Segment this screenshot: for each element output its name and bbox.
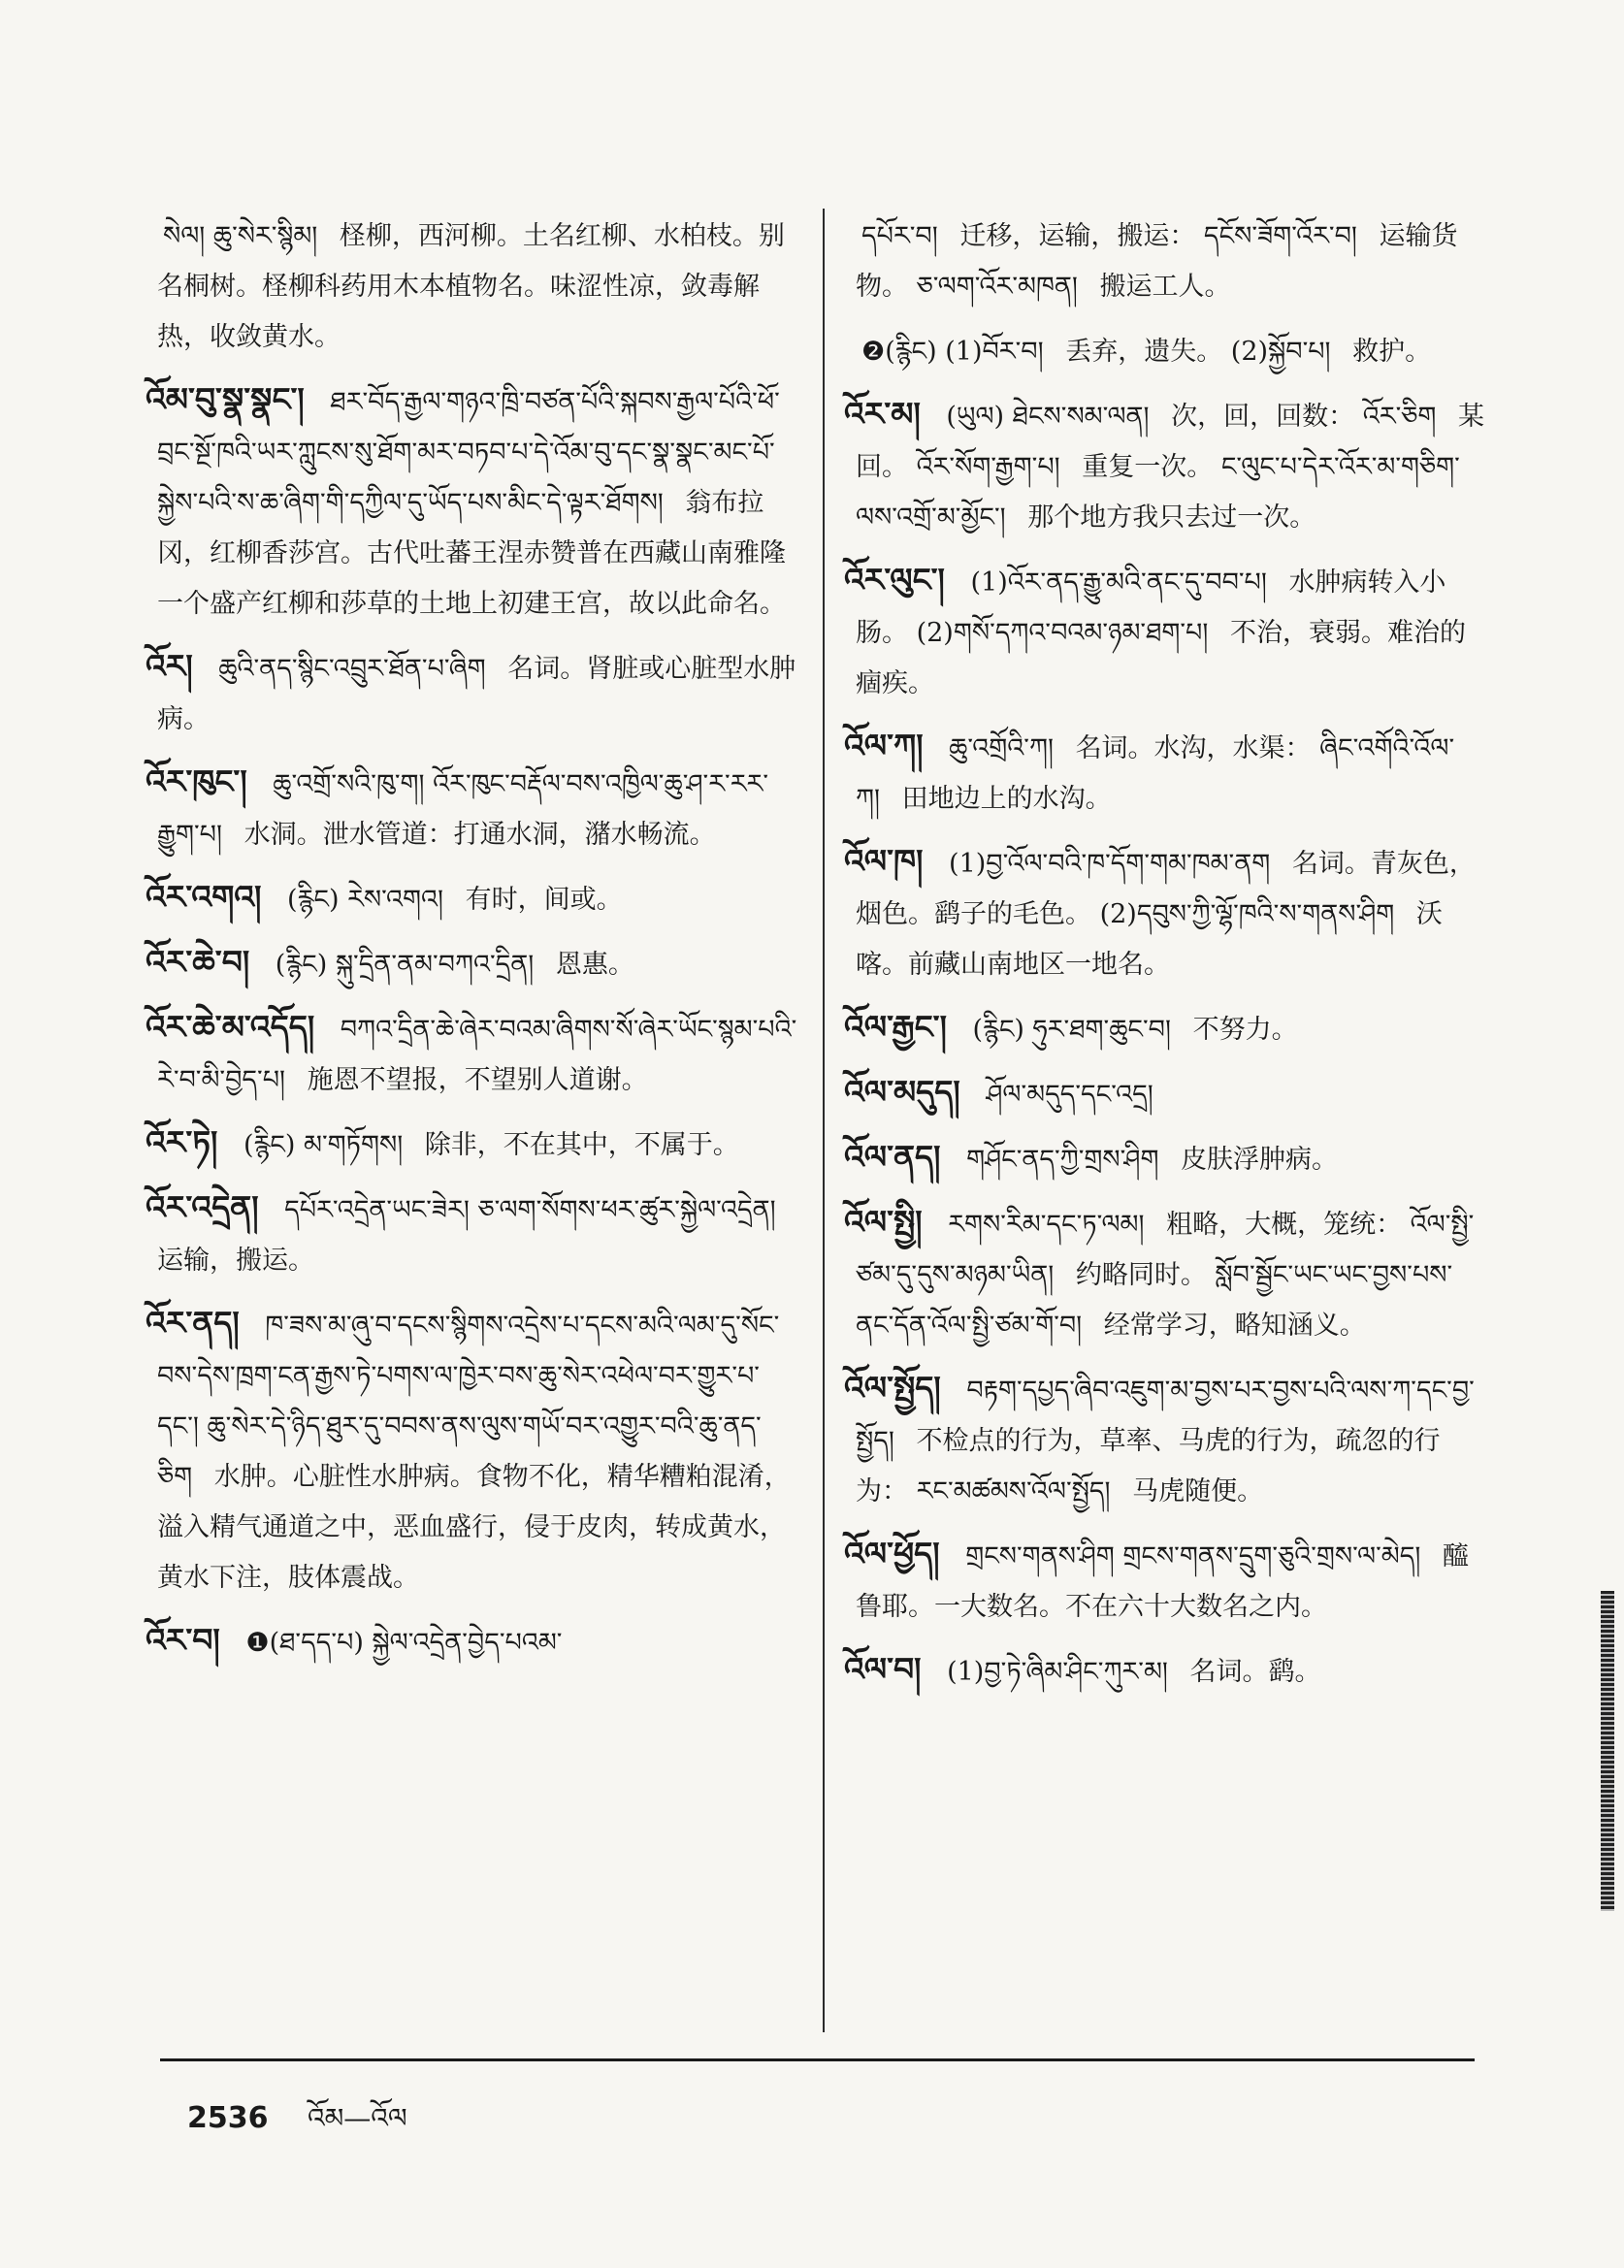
dictionary-entry [844, 1002, 1486, 1055]
entry-tibetan: ཞིང་འགོའི་འོལ་ཀ། [856, 733, 1455, 814]
entry-headword: འོར་འགའ། [146, 878, 262, 916]
entry-chinese: 搬运工人。 [1099, 272, 1231, 302]
entry-chinese: 马虎随便。 [1132, 1476, 1264, 1507]
entry-chinese: 某回。 [856, 402, 1485, 482]
entry-headword: འོལ་སྤྱི། [844, 1203, 923, 1241]
entry-tibetan: ཆུ་འགྲོའི་ཀ། [949, 733, 1054, 763]
dictionary-entry [844, 389, 1486, 543]
dictionary-entry [146, 641, 797, 745]
page-range: འོམ—འོལ [307, 2102, 407, 2134]
entry-chinese: 那个地方我只去过一次。 [1027, 502, 1316, 533]
right-column [844, 209, 1486, 1698]
entry-chinese: 运输，搬运。 [157, 1246, 314, 1276]
dictionary-entry [146, 757, 797, 860]
entry-headword: འོར་འདྲེན། [146, 1188, 259, 1226]
entry-chinese: 迁移，运输，搬运： [959, 221, 1196, 251]
entry-tibetan: བརྟག་དཔྱད་ཞིབ་འཇུག་མ་བྱས་པར་བྱས་པའི་ལས་ཀ་དང་བྱ་སྤྱོད། [856, 1376, 1475, 1456]
entry-headword: འོར་མ། [844, 395, 921, 433]
entry-tibetan: ❶(ཐ་དད་པ) སྐྱེལ་འདྲེན་བྱེད་པའམ་ [245, 1628, 563, 1658]
dictionary-entry [844, 1197, 1486, 1351]
entry-tibetan: ང་ལུང་པ་དེར་འོར་མ་གཅིག་ལས་འགྲོ་མ་མྱོང་། [856, 452, 1460, 533]
entry-chinese: 重复一次。 [1082, 452, 1214, 482]
entry-headword: འོལ་མདུད། [844, 1073, 960, 1111]
entry-headword: འོར་ཆེ་མ་འདོད། [146, 1008, 315, 1046]
entry-chinese: 名词。肾脏或心脏型水肿病。 [157, 654, 796, 734]
entry-tibetan: འོར་སོག་རྒྱག་པ། [916, 452, 1060, 482]
entry-headword: འོལ་ཁ། [844, 842, 924, 880]
dictionary-entry [844, 1363, 1486, 1517]
entry-headword: འོར་ལུང་། [844, 561, 945, 599]
entry-tibetan: ཐར་བོད་རྒྱལ་གཉའ་ཁྲི་བཙན་པོའི་སྐབས་རྒྱལ་པོའི་ཕོ་བྲང་སྔོ་ཁའི་ཡར་ཀླུངས་སུ་ཐོག་མར་བཏབ་པ་དེ་འོམ་བུ་དང་སྣ་སྣང་མང་པོ་སྐྱེས་པའི་ས་ཆ་ཞིག་གི་དཀྱིལ་དུ་ཡོད་པས་མིང་དེ་ལྟར་ཐོགས། [157, 387, 780, 518]
entry-headword: འོར། [146, 647, 193, 685]
entry-tibetan: རང་མཚམས་འོལ་སྤྱོད། [916, 1476, 1111, 1507]
dictionary-entry [844, 1067, 1486, 1120]
entry-tibetan: ཤོལ་མདུད་དང་འདྲ། [986, 1080, 1153, 1110]
entry-chinese: 不努力。 [1192, 1015, 1298, 1045]
entry-tibetan: (2)སྐྱོབ་པ། [1230, 337, 1331, 367]
entry-tibetan: རགས་རིམ་དང་ཏ་ལམ། [948, 1210, 1145, 1240]
entry-chinese: 翁布拉冈，红柳香莎宫。古代吐蕃王涅赤赞普在西藏山南雅隆一个盛产红柳和莎草的土地上初建王宫，故以此命名。 [157, 488, 786, 619]
entry-chinese: 施恩不望报，不望别人道谢。 [307, 1065, 648, 1095]
entry-tibetan: (1)བྱ་ཏེ་ཞིམ་ཤིང་ཀུར་མ། [947, 1657, 1168, 1687]
entry-chinese: 恩惠。 [555, 950, 634, 980]
dictionary-entry [856, 209, 1486, 312]
dictionary-entry [844, 1644, 1486, 1698]
dictionary-entry [844, 1529, 1486, 1633]
entry-headword: འོར་ཏེ། [146, 1123, 218, 1161]
entry-headword: འོལ་ནད། [844, 1138, 941, 1176]
dictionary-entry [146, 1118, 797, 1171]
entry-chinese: 丢弃，遗失。 [1065, 337, 1223, 367]
entry-headword: འོལ་ཕྱོད། [844, 1535, 940, 1572]
entry-tibetan: བཀའ་དྲིན་ཆེ་ཞེར་བའམ་ཞིགས་སོ་ཞེར་ཡོང་སྙམ་པའི་རེ་བ་མི་བྱེད་པ། [157, 1015, 797, 1095]
entry-headword: འོམ་བུ་སྣ་སྣང་། [146, 380, 305, 418]
entry-tibetan: (2)གསོ་དཀའ་བའམ་ཉམ་ཐག་པ། [916, 618, 1209, 648]
entry-tibetan: དཔོར་འདྲེན་ཡང་ཟེར། ཅ་ལག་སོགས་ཕར་ཚུར་སྐྱེལ་འདྲེན། [284, 1195, 776, 1225]
entry-chinese: 不检点的行为，草率、马虎的行为，疏忽的行为： [856, 1426, 1441, 1507]
entry-chinese: 皮肤浮肿病。 [1181, 1145, 1339, 1175]
entry-tibetan: (1)འོར་ནད་རྒྱུ་མའི་ནང་དུ་བབ་པ། [970, 567, 1267, 598]
entry-tibetan: ཆུ་འགྲོ་སའི་ཁུ་ག། འོར་ཁུང་བརྡོལ་བས་འཁྱིལ་ཆུ་ཤ་ར་རར་རྒྱུག་པ། [157, 769, 769, 850]
dictionary-entry [157, 209, 797, 363]
entry-tibetan: (རྙིང) ཧུར་ཐག་ཆུང་བ། [972, 1015, 1171, 1045]
entry-chinese: 柽柳，西河柳。土名红柳、水柏枝。别名桐树。柽柳科药用木本植物名。味涩性凉，敛毒解热，收敛黄水。 [157, 221, 785, 352]
dictionary-entry [146, 1183, 797, 1286]
entry-tibetan: ཆུའི་ནད་སྙིང་འབྲུར་ཐོན་པ་ཞིག [218, 654, 486, 684]
entry-chinese: 约略同时。 [1075, 1260, 1207, 1290]
page-footer [187, 2088, 407, 2164]
entry-tibetan: ❷(རྙིང) (1)བོར་བ། [861, 337, 1044, 367]
column-divider [823, 209, 825, 2032]
entry-headword: འོར་ནད། [146, 1304, 240, 1342]
footer-rule [160, 2058, 1475, 2061]
entry-chinese: 水肿病转入小肠。 [856, 567, 1446, 648]
entry-headword: འོར་ཆེ་བ། [146, 943, 250, 981]
entry-tibetan: དཔོར་བ། [861, 221, 938, 251]
entry-chinese: 救护。 [1352, 337, 1432, 367]
entry-chinese: 不治，衰弱。难治的痼疾。 [856, 618, 1466, 698]
entry-tibetan: ཅ་ལག་འོར་མཁན། [916, 272, 1078, 302]
entry-chinese: 粗略，大概，笼统： [1166, 1210, 1403, 1240]
entry-tibetan: (རྙིང) རེས་འགའ། [287, 885, 444, 915]
entry-headword: འོལ་བ། [844, 1650, 922, 1688]
left-column [146, 209, 797, 1669]
entry-tibetan: འོལ་སྤྱི་ཙམ་དུ་དུས་མཉམ་ཡིན། [856, 1210, 1475, 1290]
entry-tibetan: (ཡུལ) ཐེངས་སམ་ལན། [946, 402, 1150, 432]
dictionary-entry [146, 1298, 797, 1604]
entry-headword: འོལ་ཀ། [844, 727, 924, 764]
scan-edge-marks [1601, 1591, 1614, 1911]
entry-tibetan: (1)བྱ་འོལ་བའི་ཁ་དོག་གམ་ཁམ་ནག [949, 849, 1271, 879]
entry-tibetan: (རྙིང) མ་གཏོགས། [243, 1130, 404, 1160]
entry-tibetan: སེལ། ཆུ་སེར་སྙིམ། [163, 221, 318, 251]
entry-chinese: 名词。水沟，水渠： [1075, 733, 1312, 763]
entry-chinese: 醯鲁耶。一大数名。不在六十大数名之内。 [856, 1541, 1469, 1622]
entry-chinese: 除非，不在其中，不属于。 [424, 1130, 739, 1160]
entry-headword: འོར་བ། [146, 1621, 220, 1659]
entry-headword: འོལ་རྒྱང་། [844, 1008, 947, 1046]
entry-chinese: 水肿。心脏性水肿病。食物不化，精华糟粕混淆，溢入精气通道之中，恶血盛行，侵于皮肉，转成黄水，黄水下注，肢体震战。 [157, 1462, 791, 1593]
entry-headword: འོར་ཁུང་། [146, 762, 247, 800]
dictionary-entry [146, 374, 797, 630]
dictionary-entry [844, 1132, 1486, 1185]
dictionary-entry [146, 1002, 797, 1106]
entry-tibetan: དངོས་ཟོག་འོར་བ། [1203, 221, 1357, 251]
dictionary-entry [844, 721, 1486, 825]
dictionary-entry [146, 872, 797, 925]
dictionary-entry [856, 324, 1486, 377]
entry-chinese: 田地边上的水沟。 [901, 784, 1112, 814]
page-number: 2536 [187, 2101, 269, 2135]
entry-chinese: 沃喀。前藏山南地区一地名。 [856, 899, 1443, 980]
entry-chinese: 次，回，回数： [1171, 402, 1355, 432]
entry-tibetan: གཤོང་ནད་ཀྱི་གྲས་ཤིག [966, 1145, 1159, 1175]
entry-headword: འོལ་སྤྱོད། [844, 1369, 941, 1407]
entry-chinese: 名词。青灰色，烟色。鹞子的毛色。 [856, 849, 1476, 929]
dictionary-entry [844, 555, 1486, 709]
entry-tibetan: (2)དབུས་ཀྱི་ལྷོ་ཁའི་ས་གནས་ཤིག [1099, 899, 1395, 929]
entry-tibetan: ཁ་ཟས་མ་ཞུ་བ་དངས་སྙིགས་འདྲེས་པ་དངས་མའི་ལམ་དུ་སོང་བས་དེས་ཁྲག་ངན་རྒྱས་ཏེ་པགས་ལ་ཁྱེར་བས་ཆུ་སེར་འཕེལ་བར་གྱུར་པ་དང་། ཆུ་སེར་དེ་ཉིད་ཐུར་དུ་བབས་ནས་ལུས་གཡོ་བར་འགྱུར་བའི་ཆུ་ནད་ཅིག [157, 1311, 780, 1492]
entry-chinese: 运输货物。 [856, 221, 1458, 302]
entry-chinese: 有时，间或。 [465, 885, 623, 915]
entry-tibetan: གྲངས་གནས་ཤིག གྲངས་གནས་དྲུག་ཅུའི་གྲས་ལ་མེད། [965, 1541, 1421, 1571]
dictionary-entry [844, 836, 1486, 990]
dictionary-entry [146, 1615, 797, 1669]
entry-tibetan: སློབ་སྦྱོང་ཡང་ཡང་བྱས་པས་ནང་དོན་འོལ་སྤྱི་ཙམ་གོ་བ། [856, 1260, 1453, 1341]
dictionary-entry [146, 937, 797, 990]
entry-chinese: 水洞。泄水管道：打通水洞，潴水畅流。 [244, 820, 716, 850]
entry-tibetan: འོར་ཅིག [1362, 402, 1437, 432]
entry-chinese: 经常学习，略知涵义。 [1103, 1311, 1366, 1341]
entry-tibetan: (རྙིང) སྐུ་དྲིན་ནམ་བཀའ་དྲིན། [275, 950, 535, 980]
entry-chinese: 名词。鹞。 [1189, 1657, 1321, 1687]
